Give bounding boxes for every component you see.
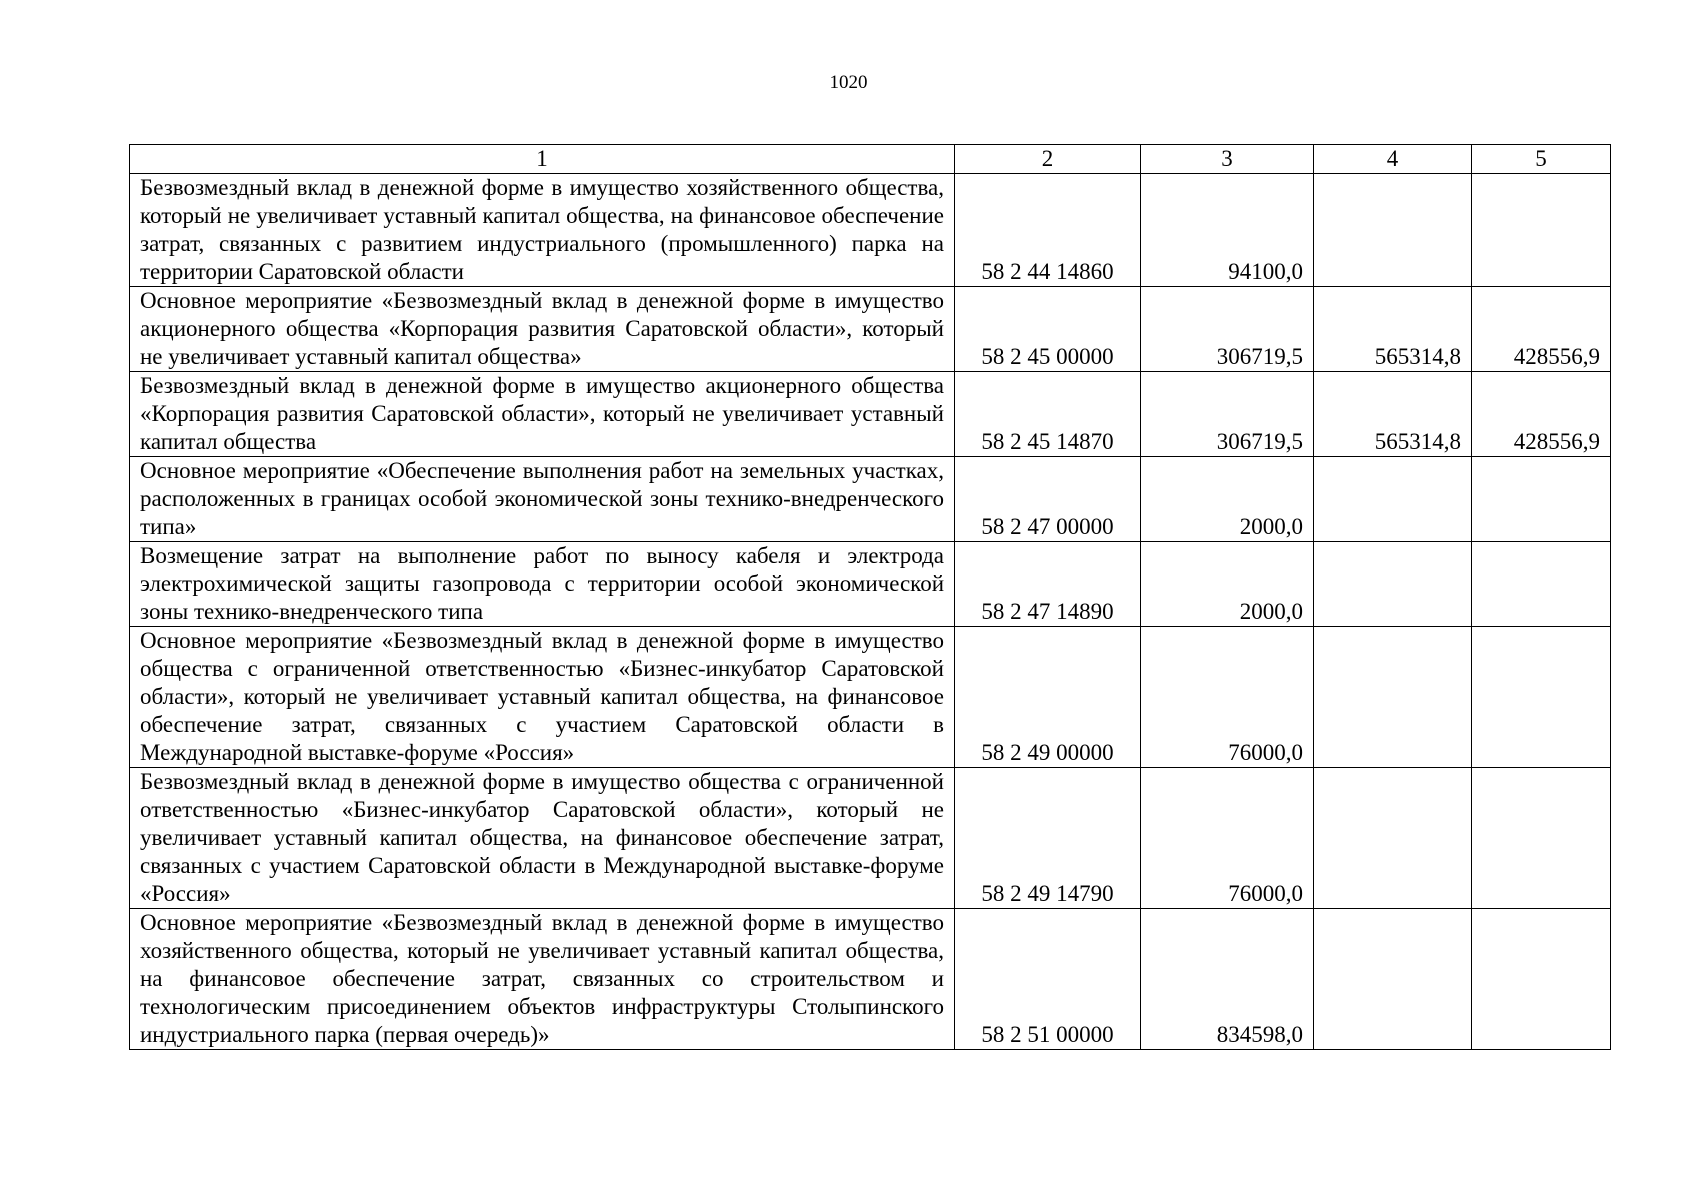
table-row (130, 372, 1611, 457)
row-value-col4 (1314, 909, 1472, 1050)
row-description: Безвозмездный вклад в денежной форме в имущество хозяйственного общества, который не увеличивает уставный капитал общества, на финансовое обеспечение затрат, связанных с развитием индустриального (промышленного) парка на территории Саратовской области (130, 174, 955, 287)
table-row (130, 768, 1611, 909)
row-description: Основное мероприятие «Обеспечение выполнения работ на земельных участках, расположенных в границах особой экономической зоны технико-внедренческого типа» (130, 457, 955, 542)
row-description: Возмещение затрат на выполнение работ по выносу кабеля и электрода электрохимической защиты газопровода с территории особой экономической зоны технико-внедренческого типа (130, 542, 955, 627)
row-value-col3: 76000,0 (1141, 768, 1314, 909)
column-header: 3 (1141, 145, 1314, 174)
row-value-col3: 2000,0 (1141, 457, 1314, 542)
table-row (130, 287, 1611, 372)
table-header-row (130, 145, 1611, 174)
row-value-col5 (1472, 909, 1611, 1050)
row-value-col5 (1472, 768, 1611, 909)
row-value-col5 (1472, 542, 1611, 627)
row-value-col3: 306719,5 (1141, 372, 1314, 457)
row-value-col5: 428556,9 (1472, 372, 1611, 457)
table-row (130, 174, 1611, 287)
row-value-col5 (1472, 627, 1611, 768)
row-description: Основное мероприятие «Безвозмездный вклад в денежной форме в имущество акционерного общества «Корпорация развития Саратовской области», который не увеличивает уставный капитал общества» (130, 287, 955, 372)
row-code: 58 2 49 14790 (955, 768, 1141, 909)
row-value-col4 (1314, 768, 1472, 909)
row-description: Безвозмездный вклад в денежной форме в имущество акционерного общества «Корпорация развития Саратовской области», который не увеличивает уставный капитал общества (130, 372, 955, 457)
row-code: 58 2 49 00000 (955, 627, 1141, 768)
row-code: 58 2 47 14890 (955, 542, 1141, 627)
row-code: 58 2 45 14870 (955, 372, 1141, 457)
row-value-col3: 94100,0 (1141, 174, 1314, 287)
row-value-col4 (1314, 174, 1472, 287)
table-row (130, 457, 1611, 542)
row-value-col3: 306719,5 (1141, 287, 1314, 372)
row-value-col4: 565314,8 (1314, 287, 1472, 372)
row-value-col4: 565314,8 (1314, 372, 1472, 457)
budget-table (129, 144, 1611, 1050)
column-header: 4 (1314, 145, 1472, 174)
row-value-col5 (1472, 457, 1611, 542)
table-row (130, 627, 1611, 768)
row-value-col5: 428556,9 (1472, 287, 1611, 372)
page-number: 1020 (829, 72, 868, 93)
column-header: 5 (1472, 145, 1611, 174)
table-row (130, 909, 1611, 1050)
row-value-col3: 76000,0 (1141, 627, 1314, 768)
column-header: 1 (130, 145, 955, 174)
row-value-col3: 2000,0 (1141, 542, 1314, 627)
row-value-col3: 834598,0 (1141, 909, 1314, 1050)
table-row (130, 542, 1611, 627)
row-code: 58 2 44 14860 (955, 174, 1141, 287)
row-value-col4 (1314, 627, 1472, 768)
row-value-col5 (1472, 174, 1611, 287)
column-header: 2 (955, 145, 1141, 174)
row-code: 58 2 45 00000 (955, 287, 1141, 372)
row-code: 58 2 47 00000 (955, 457, 1141, 542)
row-description: Основное мероприятие «Безвозмездный вклад в денежной форме в имущество хозяйственного общества, который не увеличивает уставный капитал общества, на финансовое обеспечение затрат, связанных со строительством и технологическим присоединением объектов инфраструктуры Столыпинского индустриального парка (первая очередь)» (130, 909, 955, 1050)
row-description: Основное мероприятие «Безвозмездный вклад в денежной форме в имущество общества с ограниченной ответственностью «Бизнес-инкубатор Саратовской области», который не увеличивает уставный капитал общества, на финансовое обеспечение затрат, связанных с участием Саратовской области в Международной выставке-форуме «Россия» (130, 627, 955, 768)
row-value-col4 (1314, 457, 1472, 542)
row-value-col4 (1314, 542, 1472, 627)
row-description: Безвозмездный вклад в денежной форме в имущество общества с ограниченной ответственностью «Бизнес-инкубатор Саратовской области», который не увеличивает уставный капитал общества, на финансовое обеспечение затрат, связанных с участием Саратовской области в Международной выставке-форуме «Россия» (130, 768, 955, 909)
row-code: 58 2 51 00000 (955, 909, 1141, 1050)
